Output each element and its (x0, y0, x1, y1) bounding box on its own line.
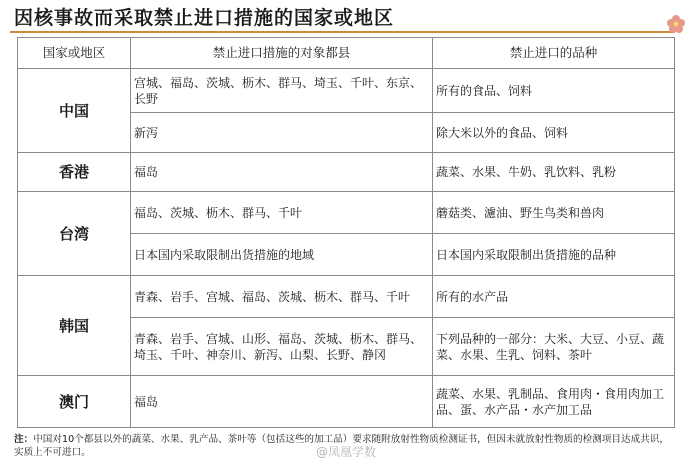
products-cell: 下列品种的一部分：大米、大豆、小豆、蔬菜、水果、生乳、饲料、茶叶 (433, 318, 675, 376)
table-row (18, 153, 675, 192)
region-cell: 香港 (18, 153, 131, 192)
products-cell: 蔬菜、水果、牛奶、乳饮料、乳粉 (433, 153, 675, 192)
table-row (18, 192, 675, 234)
watermark: @凤凰学数 (316, 445, 377, 459)
counties-cell: 福岛、茨城、枥木、群马、千叶 (131, 192, 433, 234)
footnote-label: 注： (14, 434, 34, 445)
region-cell: 中国 (18, 69, 131, 153)
table-header-row (18, 38, 675, 69)
import-ban-table (17, 37, 675, 428)
counties-cell: 新泻 (131, 113, 433, 153)
region-cell: 韩国 (18, 276, 131, 376)
products-cell: 日本国内采取限制出货措施的品种 (433, 234, 675, 276)
counties-cell: 福岛 (131, 376, 433, 428)
header-products: 禁止进口的品种 (433, 38, 675, 69)
region-cell: 澳门 (18, 376, 131, 428)
header-region: 国家或地区 (18, 38, 131, 69)
counties-cell: 青森、岩手、宫城、山形、福岛、茨城、枥木、群马、埼玉、千叶、神奈川、新泻、山梨、长野、静冈 (131, 318, 433, 376)
table-row (18, 376, 675, 428)
products-cell: 蘑菇类、濾油、野生鸟类和兽肉 (433, 192, 675, 234)
products-cell: 蔬菜、水果、乳制品、食用肉・食用肉加工品、蛋、水产品・水产加工品 (433, 376, 675, 428)
counties-cell: 宫城、福岛、茨城、枥木、群马、埼玉、千叶、东京、长野 (131, 69, 433, 113)
title-underline (10, 31, 675, 33)
counties-cell: 福岛 (131, 153, 433, 192)
products-cell: 所有的食品、饲料 (433, 69, 675, 113)
header-counties: 禁止进口措施的对象都县 (131, 38, 433, 69)
products-cell: 除大米以外的食品、饲料 (433, 113, 675, 153)
region-cell: 台湾 (18, 192, 131, 276)
page-title: 因核事故而采取禁止进口措施的国家或地区 (14, 7, 395, 29)
table-row (18, 276, 675, 318)
counties-cell: 青森、岩手、宫城、福岛、茨城、枥木、群马、千叶 (131, 276, 433, 318)
table-row (18, 69, 675, 113)
products-cell: 所有的水产品 (433, 276, 675, 318)
counties-cell: 日本国内采取限制出货措施的地域 (131, 234, 433, 276)
flower-icon (666, 14, 686, 34)
footnote-text: 中国对10个都县以外的蔬菜、水果、乳产品、茶叶等（包括这些的加工品）要求随附放射性物质检测证书，但因未就放射性物质的检测项目达成共识，实质上不可进口。 (14, 434, 669, 458)
